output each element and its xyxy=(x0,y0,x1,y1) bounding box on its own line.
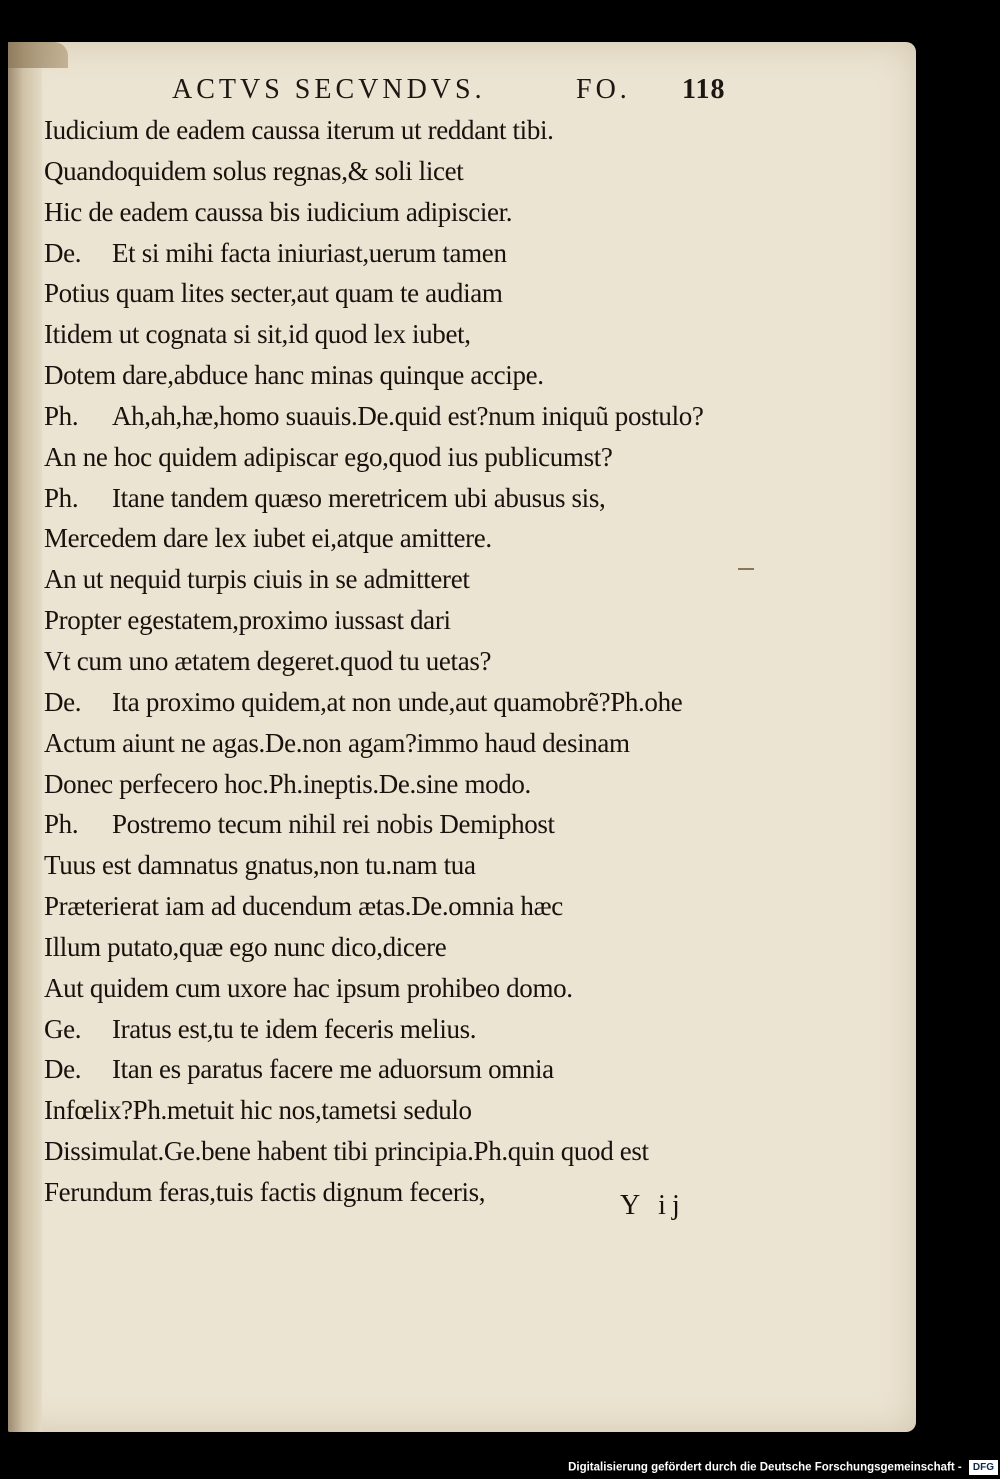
verse-line xyxy=(44,927,904,968)
verse-line xyxy=(44,396,904,437)
verse-text-content: Infœlix?Ph.metuit hic nos,tametsi sedulo xyxy=(44,1095,472,1126)
verse-line xyxy=(44,559,904,600)
verse-text-content: Ferundum feras,tuis factis dignum feceris, xyxy=(44,1176,486,1207)
credit-text: Digitalisierung gefördert durch die Deutsche Forschungsgemeinschaft - xyxy=(568,1461,962,1474)
verse-text-content: Iudicium de eadem caussa iterum ut reddant tibi. xyxy=(44,115,554,145)
verse-text-content: Præterierat iam ad ducendum ætas.De.omnia hæc xyxy=(44,891,563,922)
verse-text-content: Mercedem dare lex iubet ei,atque amittere. xyxy=(44,523,492,554)
verse-text-content: Itidem ut cognata si sit,id quod lex iubet, xyxy=(44,319,471,350)
speaker-label: Ge. xyxy=(44,1013,82,1044)
verse-line xyxy=(44,314,904,355)
verse-line xyxy=(44,110,904,151)
speaker-label: De. xyxy=(44,1054,82,1085)
folio-number: 118 xyxy=(682,74,726,105)
verse-text-content: Postremo tecum nihil rei nobis Demiphost xyxy=(112,809,555,840)
signature-mark: Y ij xyxy=(620,1190,686,1221)
book-page xyxy=(8,42,916,1432)
verse-text-content: Et si mihi facta iniuriast,uerum tamen xyxy=(112,237,507,268)
verse-line xyxy=(44,641,904,682)
verse-line xyxy=(44,723,904,764)
verse-line xyxy=(44,682,904,723)
verse-line xyxy=(44,804,904,845)
verse-line xyxy=(44,845,904,886)
running-head: ACTVS SECVNDVS. xyxy=(172,74,486,105)
margin-mark xyxy=(738,568,754,570)
speaker-label: De. xyxy=(44,686,82,717)
verse-line xyxy=(44,478,904,519)
verse-line xyxy=(44,968,904,1009)
verse-text-content: Hic de eadem caussa bis iudicium adipiscier. xyxy=(44,196,513,227)
verse-text-content: Iratus est,tu te idem feceris melius. xyxy=(112,1013,477,1044)
book-spine xyxy=(8,42,42,1432)
verse-text-content: An ut nequid turpis ciuis in se admitteret xyxy=(44,564,470,595)
page-header xyxy=(8,74,916,114)
verse-text xyxy=(44,110,904,1213)
folio-label: FO. xyxy=(576,74,631,105)
speaker-label: Ph. xyxy=(44,482,79,513)
verse-text-content: Vt cum uno ætatem degeret.quod tu uetas? xyxy=(44,645,492,676)
verse-line xyxy=(44,1049,904,1090)
verse-text-content: Ah,ah,hæ,homo suauis.De.quid est?num iniquũ postulo? xyxy=(112,400,704,431)
verse-line xyxy=(44,192,904,233)
verse-text-content: Ita proximo quidem,at non unde,aut quamobrẽ?Ph.ohe xyxy=(112,686,683,717)
verse-line xyxy=(44,600,904,641)
binding-edge xyxy=(8,42,68,68)
verse-line xyxy=(44,437,904,478)
verse-text-content: Quandoquidem solus regnas,& soli licet xyxy=(44,155,464,186)
speaker-label: De. xyxy=(44,237,82,268)
verse-text-content: Tuus est damnatus gnatus,non tu.nam tua xyxy=(44,850,476,881)
verse-line xyxy=(44,355,904,396)
verse-line xyxy=(44,764,904,805)
verse-line xyxy=(44,151,904,192)
verse-line xyxy=(44,1009,904,1050)
digitization-credit xyxy=(568,1460,998,1475)
verse-text-content: An ne hoc quidem adipiscar ego,quod ius publicumst? xyxy=(44,441,613,472)
verse-line xyxy=(44,1090,904,1131)
verse-text-content: Dotem dare,abduce hanc minas quinque accipe. xyxy=(44,360,544,391)
verse-text-content: Dissimulat.Ge.bene habent tibi principia.Ph.quin quod est xyxy=(44,1136,649,1167)
verse-text-content: Donec perfecero hoc.Ph.ineptis.De.sine modo. xyxy=(44,768,531,799)
speaker-label: Ph. xyxy=(44,809,79,840)
verse-text-content: Potius quam lites secter,aut quam te audiam xyxy=(44,278,503,309)
verse-text-content: Illum putato,quæ ego nunc dico,dicere xyxy=(44,931,447,962)
verse-line xyxy=(44,273,904,314)
speaker-label: Ph. xyxy=(44,400,79,431)
verse-line xyxy=(44,233,904,274)
verse-text-content: Aut quidem cum uxore hac ipsum prohibeo domo. xyxy=(44,972,573,1003)
dfg-logo: DFG xyxy=(969,1460,998,1475)
verse-text-content: Itane tandem quæso meretricem ubi abusus sis, xyxy=(112,482,606,513)
verse-line xyxy=(44,518,904,559)
verse-text-content: Actum aiunt ne agas.De.non agam?immo haud desinam xyxy=(44,727,630,758)
verse-line xyxy=(44,886,904,927)
verse-line xyxy=(44,1131,904,1172)
verse-text-content: Propter egestatem,proximo iussast dari xyxy=(44,605,451,636)
verse-line xyxy=(44,1172,904,1213)
verse-text-content: Itan es paratus facere me aduorsum omnia xyxy=(112,1054,554,1085)
